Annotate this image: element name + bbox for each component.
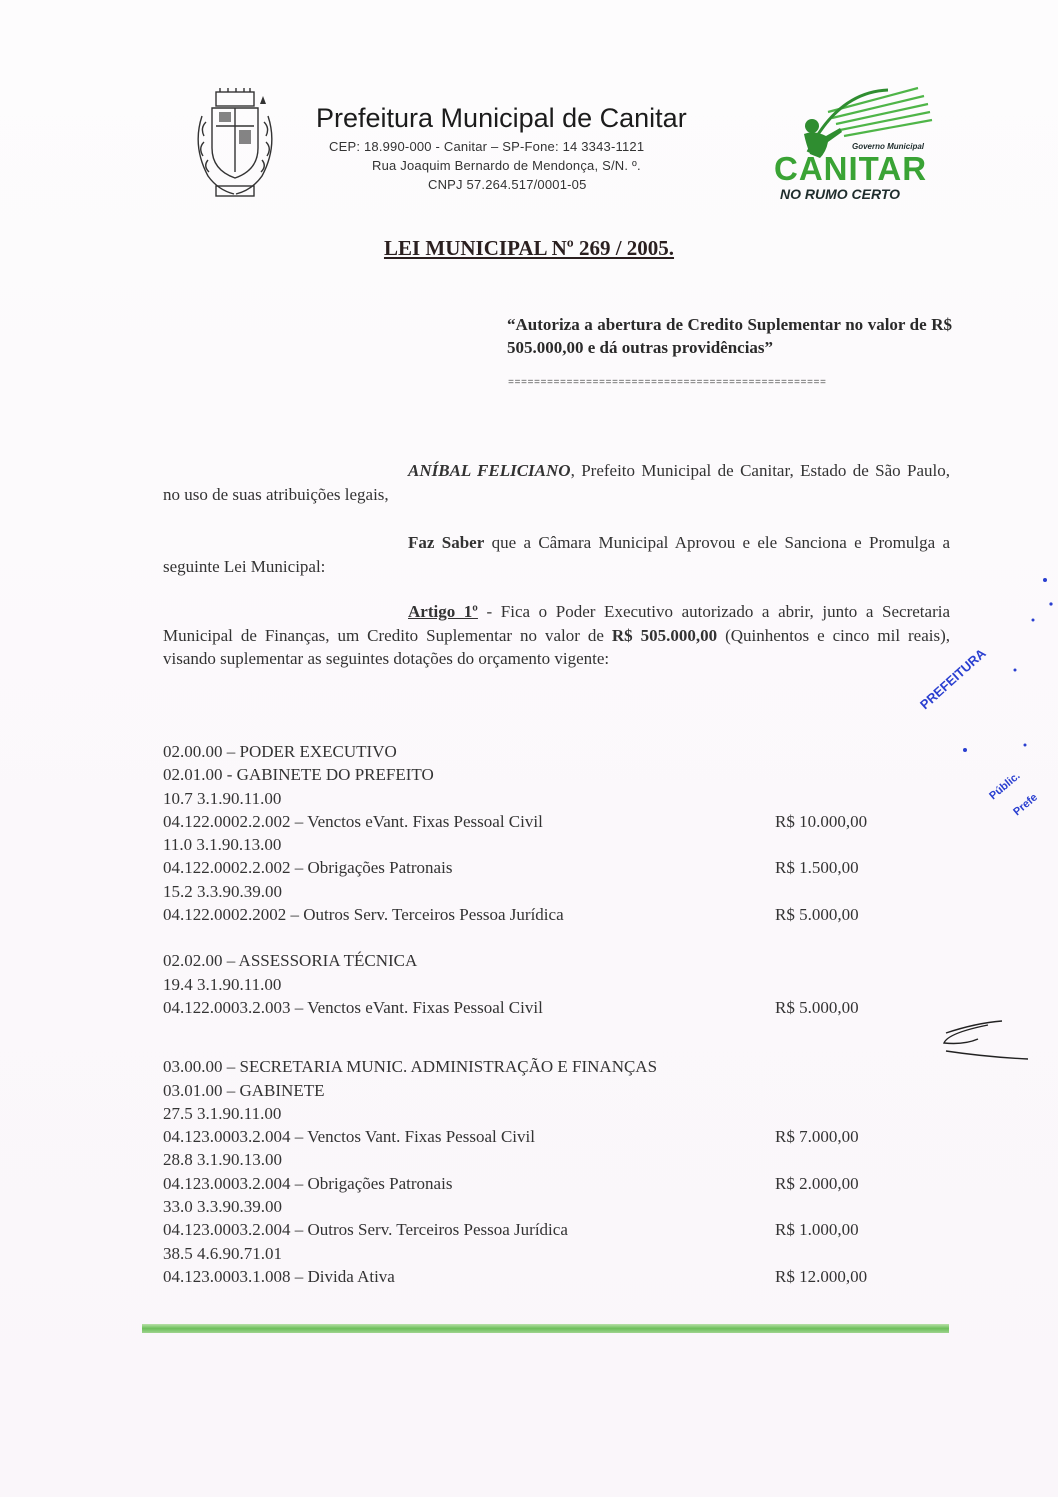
article-1 bbox=[163, 600, 950, 671]
header-title: Prefeitura Municipal de Canitar bbox=[316, 103, 687, 133]
budget-code: 27.5 3.1.90.11.00 bbox=[163, 1103, 282, 1123]
article-1-text-b: (Quinhentos e cinco mil reais), visando suplementar as seguintes dotações do orçamento vigente: bbox=[163, 625, 951, 668]
section-subheading: 03.01.00 – GABINETE bbox=[163, 1080, 325, 1100]
law-title: LEI MUNICIPAL Nº 269 / 2005. bbox=[383, 236, 675, 260]
budget-code: 38.5 4.6.90.71.01 bbox=[163, 1243, 282, 1263]
section-heading: 02.00.00 – PODER EXECUTIVO bbox=[163, 742, 397, 761]
stamp-text-prefeitura: PREFEITURA bbox=[916, 645, 989, 713]
budget-code: 33.0 3.3.90.39.00 bbox=[163, 1197, 282, 1217]
paragraph-sanction bbox=[163, 531, 950, 578]
budget-row: 04.123.0003.2.004 – Outros Serv. Terceiros Pessoa Jurídica R$ 1.000,00 bbox=[163, 1218, 893, 1241]
budget-row: 04.122.0002.2002 – Outros Serv. Terceiros Pessoa Jurídica R$ 5.000,00 bbox=[163, 903, 893, 926]
header-address-cep: CEP: 18.990-000 - Canitar – SP-Fone: 14 3343-1121 bbox=[329, 139, 645, 154]
header-address-street: Rua Joaquim Bernardo de Mendonça, S/N. º. bbox=[372, 158, 641, 173]
budget-row: 04.123.0003.2.004 – Venctos Vant. Fixas Pessoal Civil R$ 7.000,00 bbox=[163, 1125, 893, 1148]
budget-value: R$ 10.000,00 bbox=[775, 811, 868, 831]
stamp-text-public: Públic. bbox=[987, 769, 1023, 803]
article-1-label: Artigo 1º bbox=[408, 602, 478, 621]
law-summary: “Autoriza a abertura de Credito Suplementar no valor de R$ 505.000,00 e dá outras providências” bbox=[507, 315, 952, 357]
budget-value: R$ 5.000,00 bbox=[775, 997, 859, 1017]
budget-row: 04.123.0003.1.008 – Divida Ativa R$ 12.000,00 bbox=[163, 1265, 893, 1288]
separator-line: ================================================= bbox=[508, 378, 827, 389]
budget-code: 11.0 3.1.90.13.00 bbox=[163, 835, 282, 855]
mayor-name: ANÍBAL FELICIANO bbox=[408, 461, 571, 480]
section-heading: 02.02.00 – ASSESSORIA TÉCNICA bbox=[163, 951, 418, 971]
budget-value: R$ 2.000,00 bbox=[775, 1173, 859, 1193]
paragraph-mayor-text: , Prefeito Municipal de Canitar, Estado de São Paulo, no uso de suas atribuições legais, bbox=[163, 461, 950, 504]
logo-slogan: NO RUMO CERTO bbox=[780, 186, 901, 202]
section-subheading: 02.01.00 - GABINETE DO PREFEITO bbox=[163, 765, 434, 785]
footer-green-bar bbox=[142, 1324, 949, 1333]
faz-saber-label: Faz Saber bbox=[408, 533, 485, 552]
spacer bbox=[163, 1019, 893, 1055]
budget-row: 04.122.0003.2.003 – Venctos eVant. Fixas Pessoal Civil R$ 5.000,00 bbox=[163, 996, 893, 1019]
budget-code: 15.2 3.3.90.39.00 bbox=[163, 881, 282, 901]
budget-code: 19.4 3.1.90.11.00 bbox=[163, 974, 282, 994]
budget-value: R$ 1.500,00 bbox=[775, 858, 859, 878]
budget-value: R$ 7.000,00 bbox=[775, 1127, 859, 1147]
budget-table bbox=[163, 740, 893, 1288]
canitar-logo bbox=[768, 82, 940, 204]
signature-icon bbox=[940, 1015, 1030, 1075]
budget-row: 04.122.0002.2.002 – Obrigações Patronais R$ 1.500,00 bbox=[163, 856, 893, 879]
budget-code: 10.7 3.1.90.11.00 bbox=[163, 788, 282, 808]
budget-value: R$ 12.000,00 bbox=[775, 1266, 868, 1286]
logo-name: CANITAR bbox=[774, 150, 928, 187]
logo-govt-label: Governo Municipal bbox=[852, 142, 925, 151]
budget-code: 28.8 3.1.90.13.00 bbox=[163, 1150, 282, 1170]
article-1-value: R$ 505.000,00 bbox=[611, 625, 718, 645]
budget-value: R$ 5.000,00 bbox=[775, 905, 859, 925]
section-heading: 03.00.00 – SECRETARIA MUNIC. ADMINISTRAÇÃO E FINANÇAS bbox=[163, 1057, 658, 1077]
article-1-text-a: - Fica o Poder Executivo autorizado a abrir, junto a Secretaria Municipal de Finanças, um Credito Suplementar no valor de bbox=[163, 602, 951, 645]
budget-value: R$ 1.000,00 bbox=[775, 1220, 859, 1240]
coat-of-arms-icon bbox=[186, 86, 284, 206]
spacer bbox=[163, 926, 893, 949]
budget-row: 04.122.0002.2.002 – Venctos eVant. Fixas Pessoal Civil R$ 10.000,00 bbox=[163, 810, 893, 833]
paragraph-mayor bbox=[163, 459, 950, 506]
stamp-text-prefe: Prefe bbox=[1011, 791, 1041, 819]
header-cnpj: CNPJ 57.264.517/0001-05 bbox=[428, 177, 587, 192]
official-stamp-icon bbox=[905, 560, 1055, 830]
paragraph-sanction-text: que a Câmara Municipal Aprovou e ele Sanciona e Promulga a seguinte Lei Municipal: bbox=[163, 533, 951, 576]
budget-row: 04.123.0003.2.004 – Obrigações Patronais R$ 2.000,00 bbox=[163, 1172, 893, 1195]
